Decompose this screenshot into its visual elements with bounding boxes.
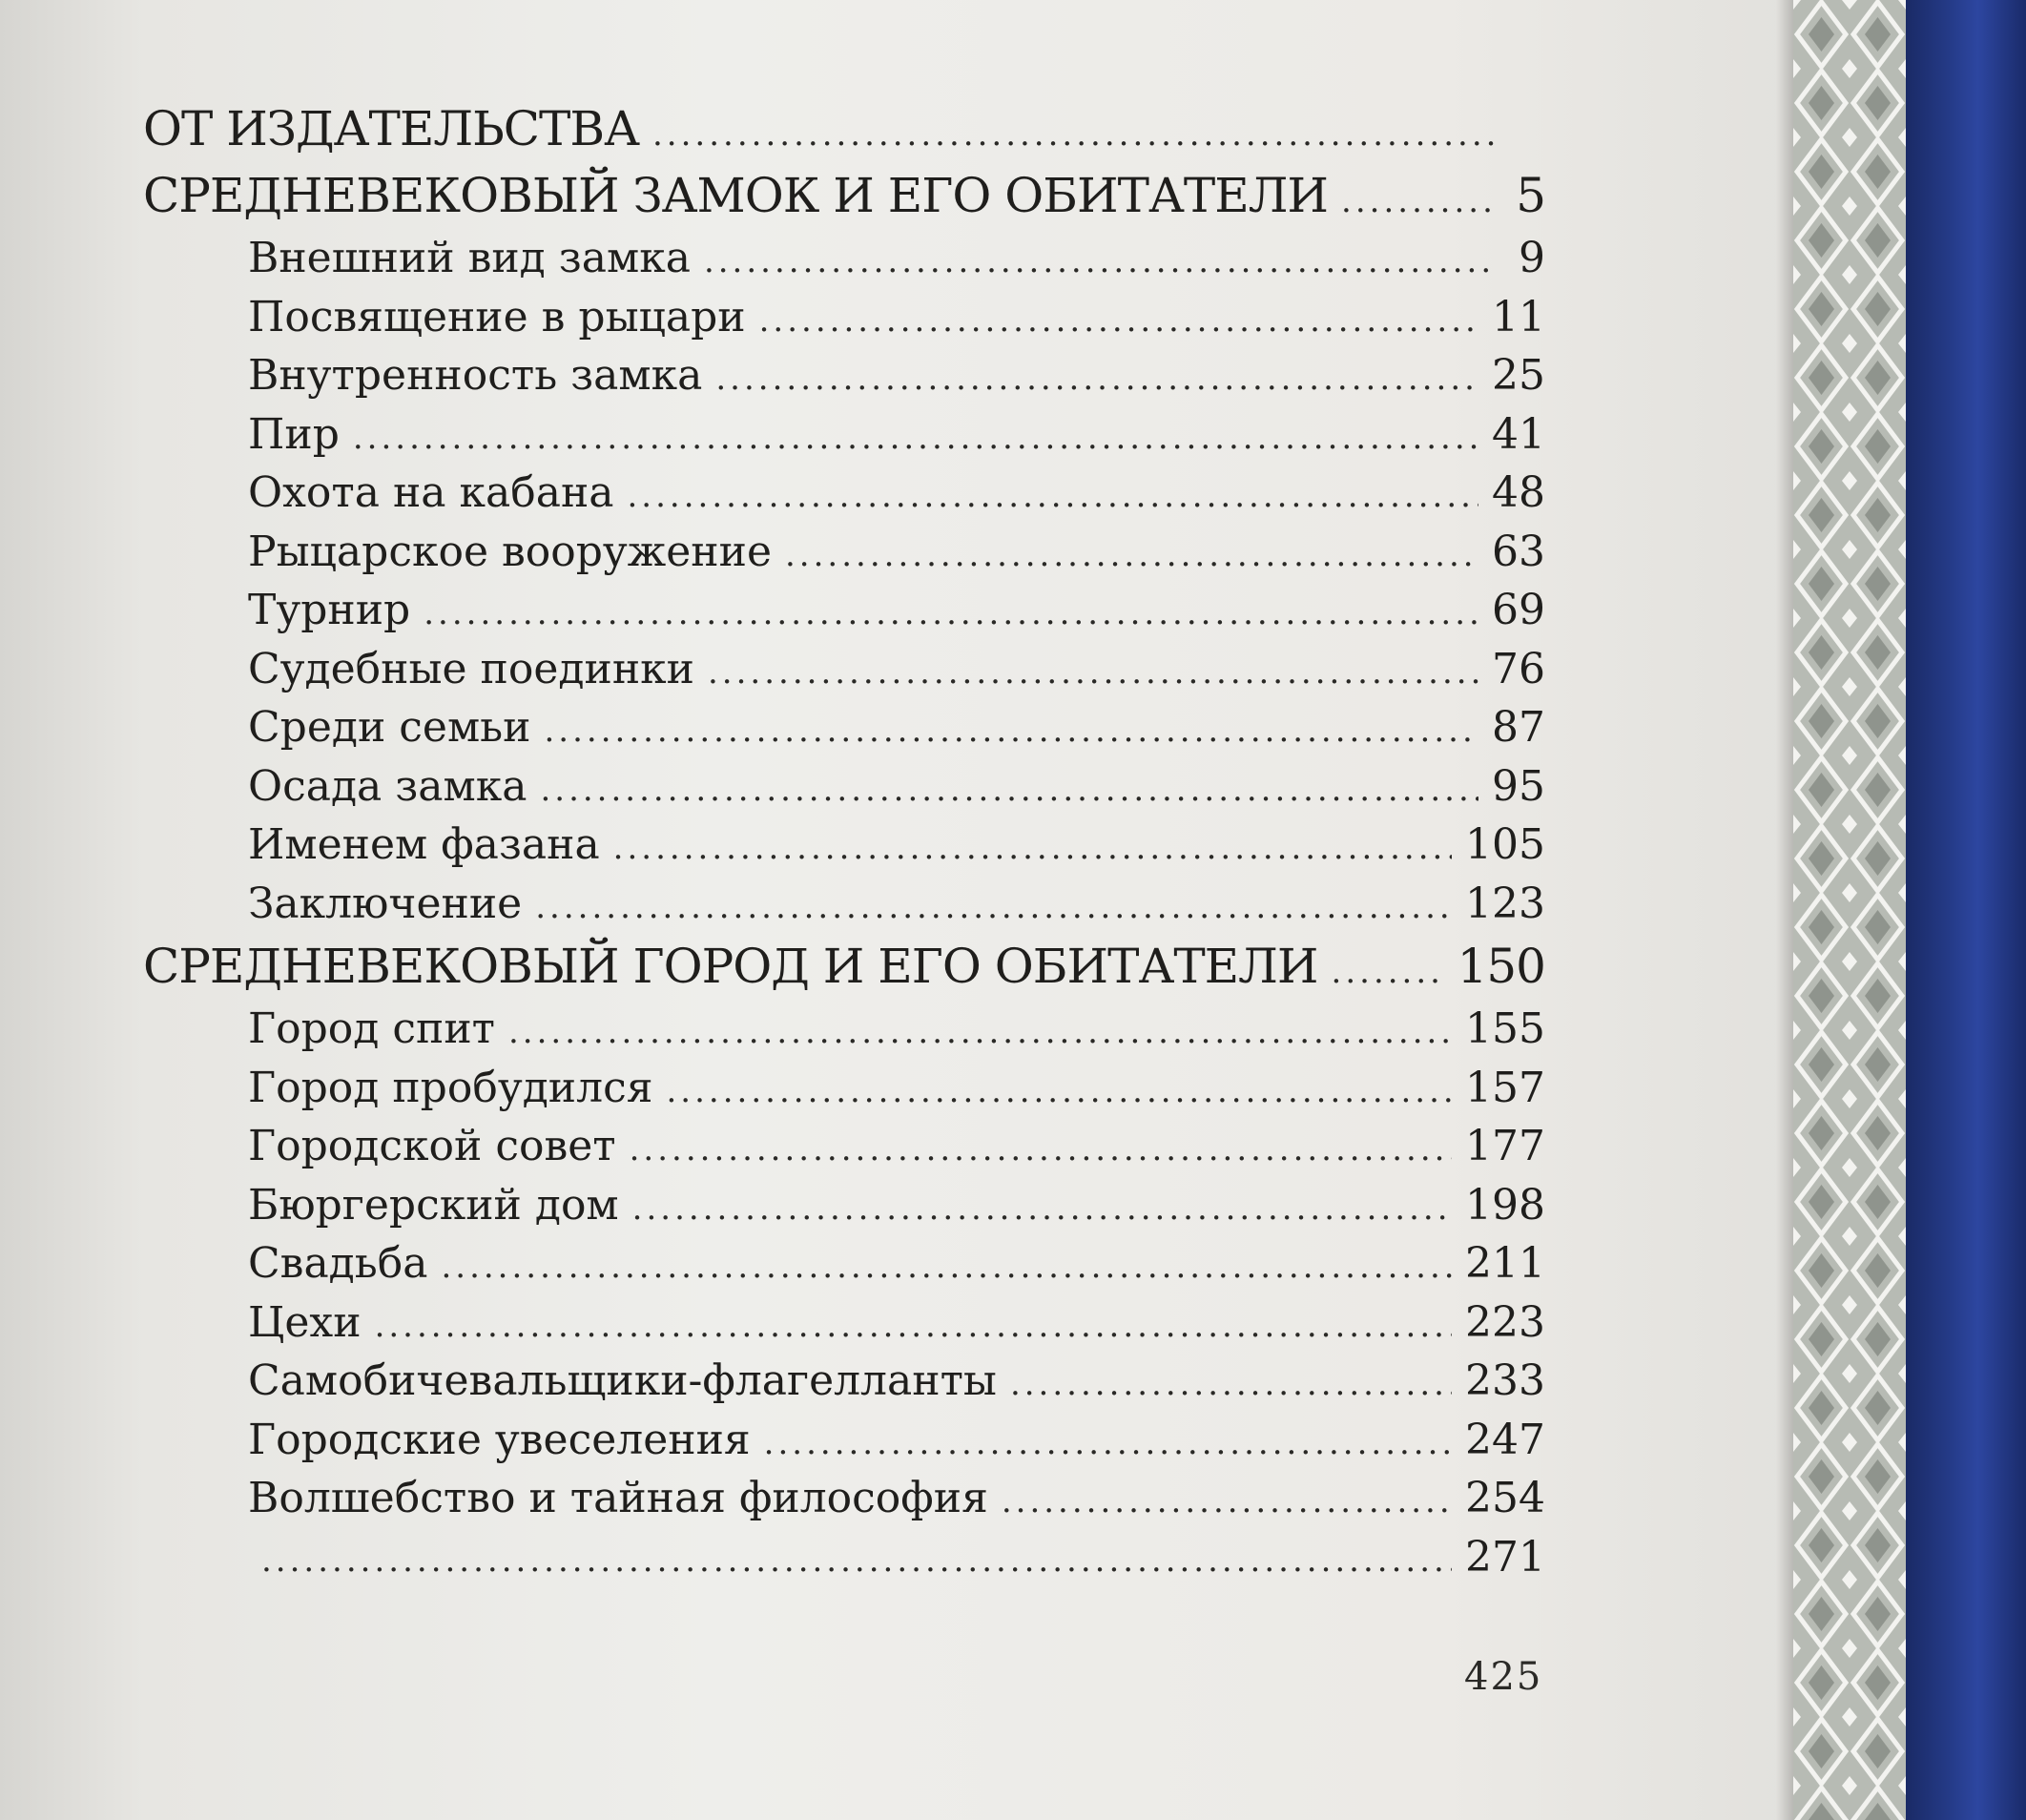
toc-entry-page: 254 [1465, 1474, 1545, 1522]
toc-entry-row [143, 875, 1545, 934]
toc-entry-page: 48 [1492, 468, 1545, 517]
toc-entry-title: Пир [248, 409, 340, 459]
toc-entry-row [143, 229, 1545, 288]
dot-leader [544, 702, 1478, 761]
toc-entry-page: 155 [1465, 1004, 1545, 1053]
page-number: 425 [1464, 1655, 1543, 1699]
toc-entry-row [143, 1528, 1545, 1587]
dot-leader [613, 819, 1452, 879]
toc-entry-page: 177 [1465, 1122, 1545, 1170]
toc-entry-title: Город пробудился [248, 1063, 653, 1112]
dot-leader [535, 879, 1452, 938]
dot-leader [628, 467, 1479, 527]
toc-entry-title: Городские увеселения [248, 1415, 751, 1464]
toc-entry-page: 9 [1519, 234, 1545, 282]
dot-leader [759, 292, 1478, 351]
toc-entry-row [143, 1117, 1545, 1176]
toc-entry-title: ОТ ИЗДАТЕЛЬСТВА [143, 101, 639, 156]
toc-section-row [143, 933, 1545, 1000]
toc-entry-page: 25 [1492, 351, 1545, 400]
toc-entry-title: СРЕДНЕВЕКОВЫЙ ЗАМОК И ЕГО ОБИТАТЕЛИ [143, 168, 1329, 223]
toc-entry-page: 271 [1465, 1532, 1545, 1582]
toc-entry-row [143, 523, 1545, 582]
dot-leader [708, 644, 1478, 703]
toc-entry-title: Внешний вид замка [248, 234, 691, 282]
endpaper-pattern [1793, 0, 1906, 1820]
toc-entry-title: Цехи [248, 1297, 362, 1347]
toc-entry-page: 198 [1465, 1180, 1545, 1230]
toc-entry-row [143, 1411, 1545, 1470]
toc-entry-row [143, 1234, 1545, 1293]
dot-leader [652, 101, 1494, 168]
toc-entry-title: Городской совет [248, 1122, 616, 1170]
dot-leader [261, 1532, 1452, 1591]
toc-entry-page: 247 [1465, 1415, 1545, 1464]
toc-section-row [143, 95, 1545, 162]
toc-entry-page: 63 [1492, 527, 1545, 576]
toc-entry-page: 5 [1516, 168, 1545, 223]
toc-entry-title: Рыцарское вооружение [248, 527, 772, 576]
toc-entry-title: Среди семьи [248, 703, 531, 752]
dot-leader [540, 761, 1478, 820]
toc-entry-page: 105 [1465, 820, 1545, 869]
toc-entry-row [143, 1176, 1545, 1235]
toc-entry-page: 223 [1465, 1297, 1545, 1347]
toc-entry-row [143, 405, 1545, 465]
toc-entry-title: Судебные поединки [248, 644, 694, 693]
dot-leader [715, 350, 1478, 409]
toc-entry-row [143, 346, 1545, 405]
dot-leader [1002, 1473, 1452, 1532]
toc-entry-title: Бюргерский дом [248, 1180, 619, 1230]
dot-leader [630, 1121, 1452, 1180]
dot-leader [667, 1063, 1453, 1122]
table-of-contents [143, 95, 1545, 1586]
toc-entry-page: 211 [1465, 1239, 1545, 1288]
page-edge-shadow [1776, 0, 1793, 1820]
toc-entry-title: Осада замка [248, 761, 527, 811]
dot-leader [1341, 168, 1494, 235]
dot-leader [1332, 939, 1444, 1005]
toc-entry-page: 87 [1492, 703, 1545, 752]
toc-entry-title: Охота на кабана [248, 468, 614, 517]
dot-leader [704, 233, 1494, 292]
toc-entry-row [143, 1000, 1545, 1059]
toc-entry-page: 123 [1465, 879, 1545, 928]
dot-leader [785, 527, 1478, 586]
toc-section-row [143, 162, 1545, 229]
toc-entry-title: Внутренность замка [248, 351, 703, 400]
toc-entry-title: Именем фазана [248, 820, 600, 869]
toc-entry-page: 41 [1492, 409, 1545, 459]
toc-entry-row [143, 464, 1545, 523]
toc-entry-row [143, 288, 1545, 347]
dot-leader [441, 1238, 1452, 1297]
toc-entry-row [143, 816, 1545, 875]
toc-entry-page: 157 [1465, 1063, 1545, 1112]
pattern-svg [1793, 0, 1906, 1820]
toc-entry-page: 95 [1492, 761, 1545, 811]
toc-entry-page: 69 [1492, 586, 1545, 634]
dot-leader [632, 1180, 1452, 1239]
toc-entry-title: Город спит [248, 1004, 495, 1053]
dot-leader [375, 1297, 1452, 1356]
dot-leader [764, 1415, 1452, 1474]
toc-entry-title: Самобичевальщики-флагелланты [248, 1356, 997, 1405]
toc-entry-title: Заключение [248, 879, 523, 928]
book-cover-blue [1906, 0, 2026, 1820]
toc-entry-title: Свадьба [248, 1239, 428, 1288]
toc-entry-row [143, 581, 1545, 640]
toc-entry-row [143, 640, 1545, 699]
toc-entry-title: Турнир [248, 586, 411, 634]
toc-entry-row [143, 1352, 1545, 1411]
dot-leader [508, 1003, 1452, 1063]
dot-leader [1010, 1355, 1452, 1415]
toc-entry-page: 233 [1465, 1356, 1545, 1405]
toc-entry-row [143, 757, 1545, 817]
toc-entry-row [143, 698, 1545, 757]
toc-entry-title: СРЕДНЕВЕКОВЫЙ ГОРОД И ЕГО ОБИТАТЕЛИ [143, 939, 1318, 994]
toc-entry-page: 150 [1457, 939, 1545, 994]
toc-entry-page: 11 [1492, 292, 1545, 341]
toc-entry-page: 76 [1492, 644, 1545, 693]
toc-entry-row [143, 1293, 1545, 1353]
dot-leader [353, 409, 1478, 468]
toc-entry-title: Посвящение в рыцари [248, 292, 746, 341]
toc-entry-title: Волшебство и тайная философия [248, 1474, 988, 1522]
toc-entry-row [143, 1059, 1545, 1118]
dot-leader [424, 585, 1478, 644]
toc-entry-row [143, 1469, 1545, 1528]
